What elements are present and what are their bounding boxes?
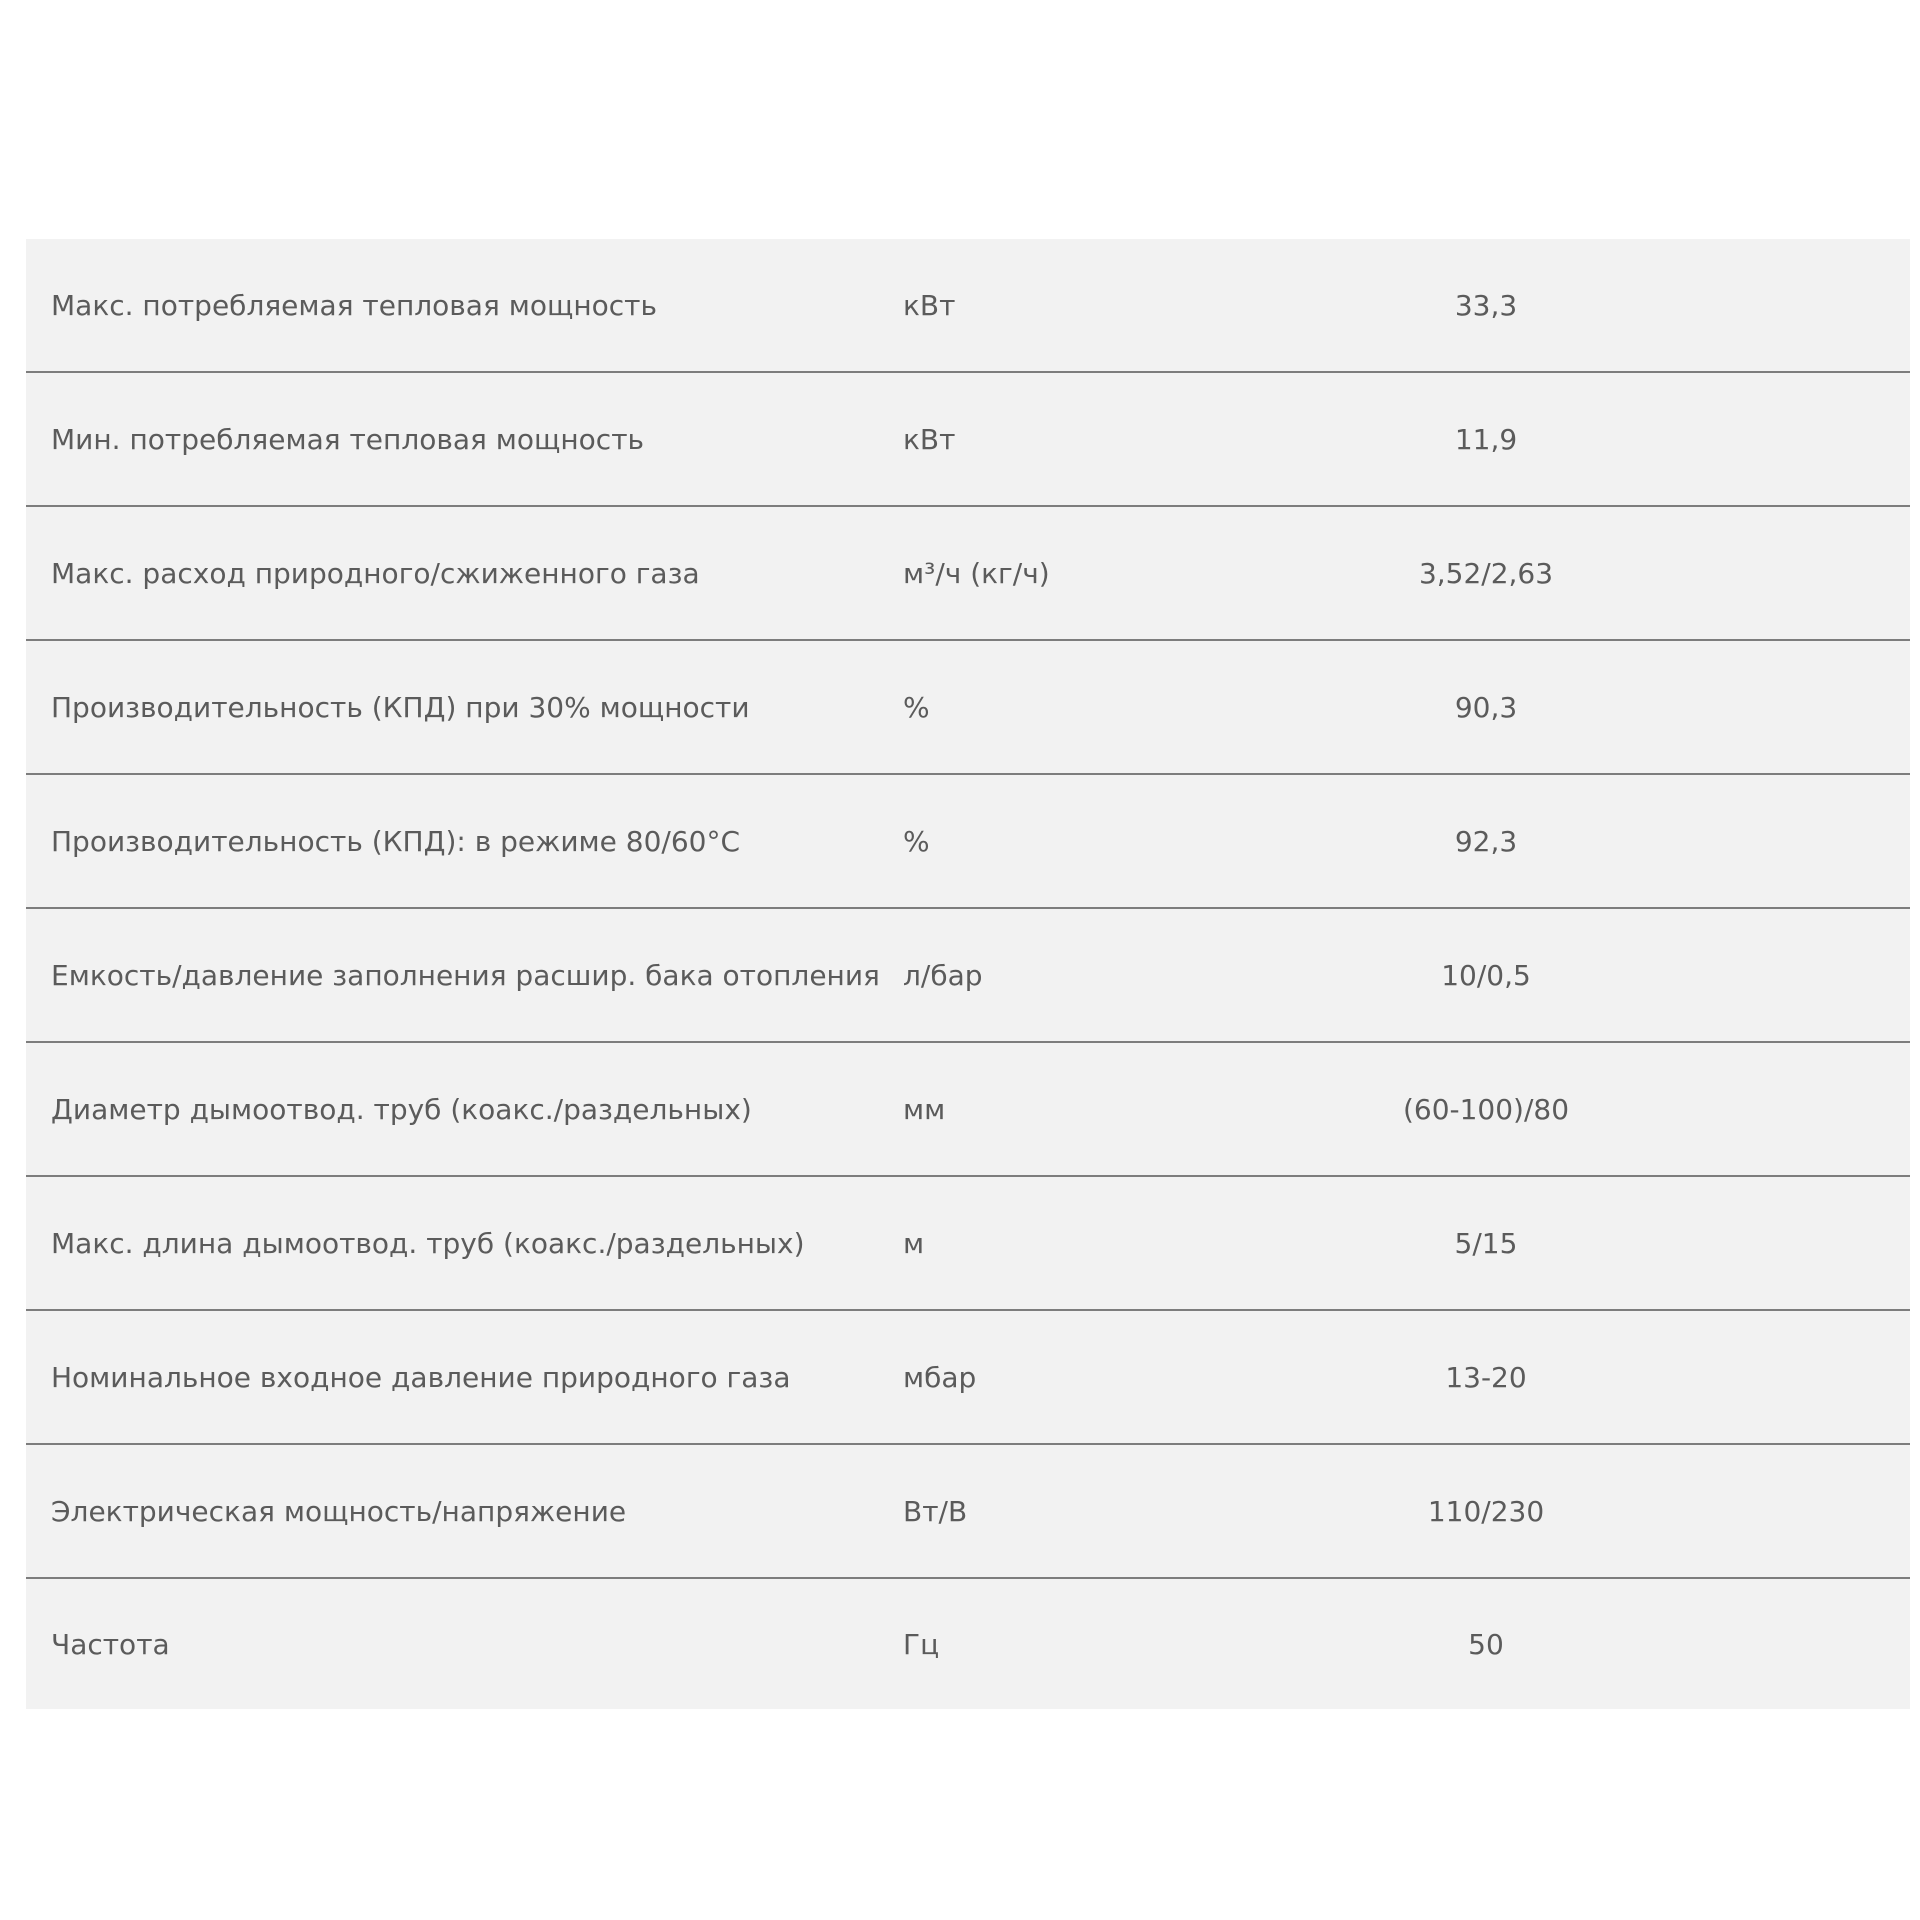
table-row <box>26 909 1910 1043</box>
value: 92,3 <box>1454 824 1518 858</box>
unit: мм <box>903 1092 946 1126</box>
parameter-name: Макс. длина дымоотвод. труб (коакс./раздельных) <box>51 1226 805 1260</box>
table-row <box>26 1311 1910 1445</box>
parameter-name: Частота <box>51 1627 170 1661</box>
unit: м <box>903 1226 925 1260</box>
value: 5/15 <box>1454 1226 1518 1260</box>
table-row <box>26 1579 1910 1709</box>
parameter-name: Производительность (КПД) при 30% мощности <box>51 690 750 724</box>
value: 110/230 <box>1427 1494 1545 1528</box>
table-row <box>26 641 1910 775</box>
unit: л/бар <box>903 958 983 992</box>
value: 10/0,5 <box>1441 958 1531 992</box>
table-row <box>26 1177 1910 1311</box>
value: 13-20 <box>1445 1360 1527 1394</box>
value: 11,9 <box>1454 422 1518 456</box>
value: 50 <box>1468 1627 1504 1661</box>
parameter-name: Производительность (КПД): в режиме 80/60°С <box>51 824 741 858</box>
parameter-name: Мин. потребляемая тепловая мощность <box>51 422 645 456</box>
unit: м³/ч (кг/ч) <box>903 556 1050 590</box>
value: (60-100)/80 <box>1402 1092 1570 1126</box>
parameter-name: Электрическая мощность/напряжение <box>51 1494 627 1528</box>
table-row <box>26 507 1910 641</box>
table-row <box>26 1445 1910 1579</box>
parameter-name: Макс. потребляемая тепловая мощность <box>51 288 657 322</box>
unit: % <box>903 690 930 724</box>
parameter-name: Емкость/давление заполнения расшир. бака отопления <box>51 958 880 992</box>
value: 33,3 <box>1454 288 1518 322</box>
table-row <box>26 775 1910 909</box>
parameter-name: Диаметр дымоотвод. труб (коакс./раздельных) <box>51 1092 752 1126</box>
table-row <box>26 239 1910 373</box>
specifications-table <box>26 239 1910 1709</box>
table-row <box>26 373 1910 507</box>
unit: Гц <box>903 1627 940 1661</box>
table-row <box>26 1043 1910 1177</box>
unit: % <box>903 824 930 858</box>
unit: кВт <box>903 422 956 456</box>
unit: Вт/В <box>903 1494 968 1528</box>
parameter-name: Номинальное входное давление природного газа <box>51 1360 791 1394</box>
value: 90,3 <box>1454 690 1518 724</box>
unit: кВт <box>903 288 956 322</box>
value: 3,52/2,63 <box>1418 556 1554 590</box>
parameter-name: Макс. расход природного/сжиженного газа <box>51 556 700 590</box>
unit: мбар <box>903 1360 977 1394</box>
